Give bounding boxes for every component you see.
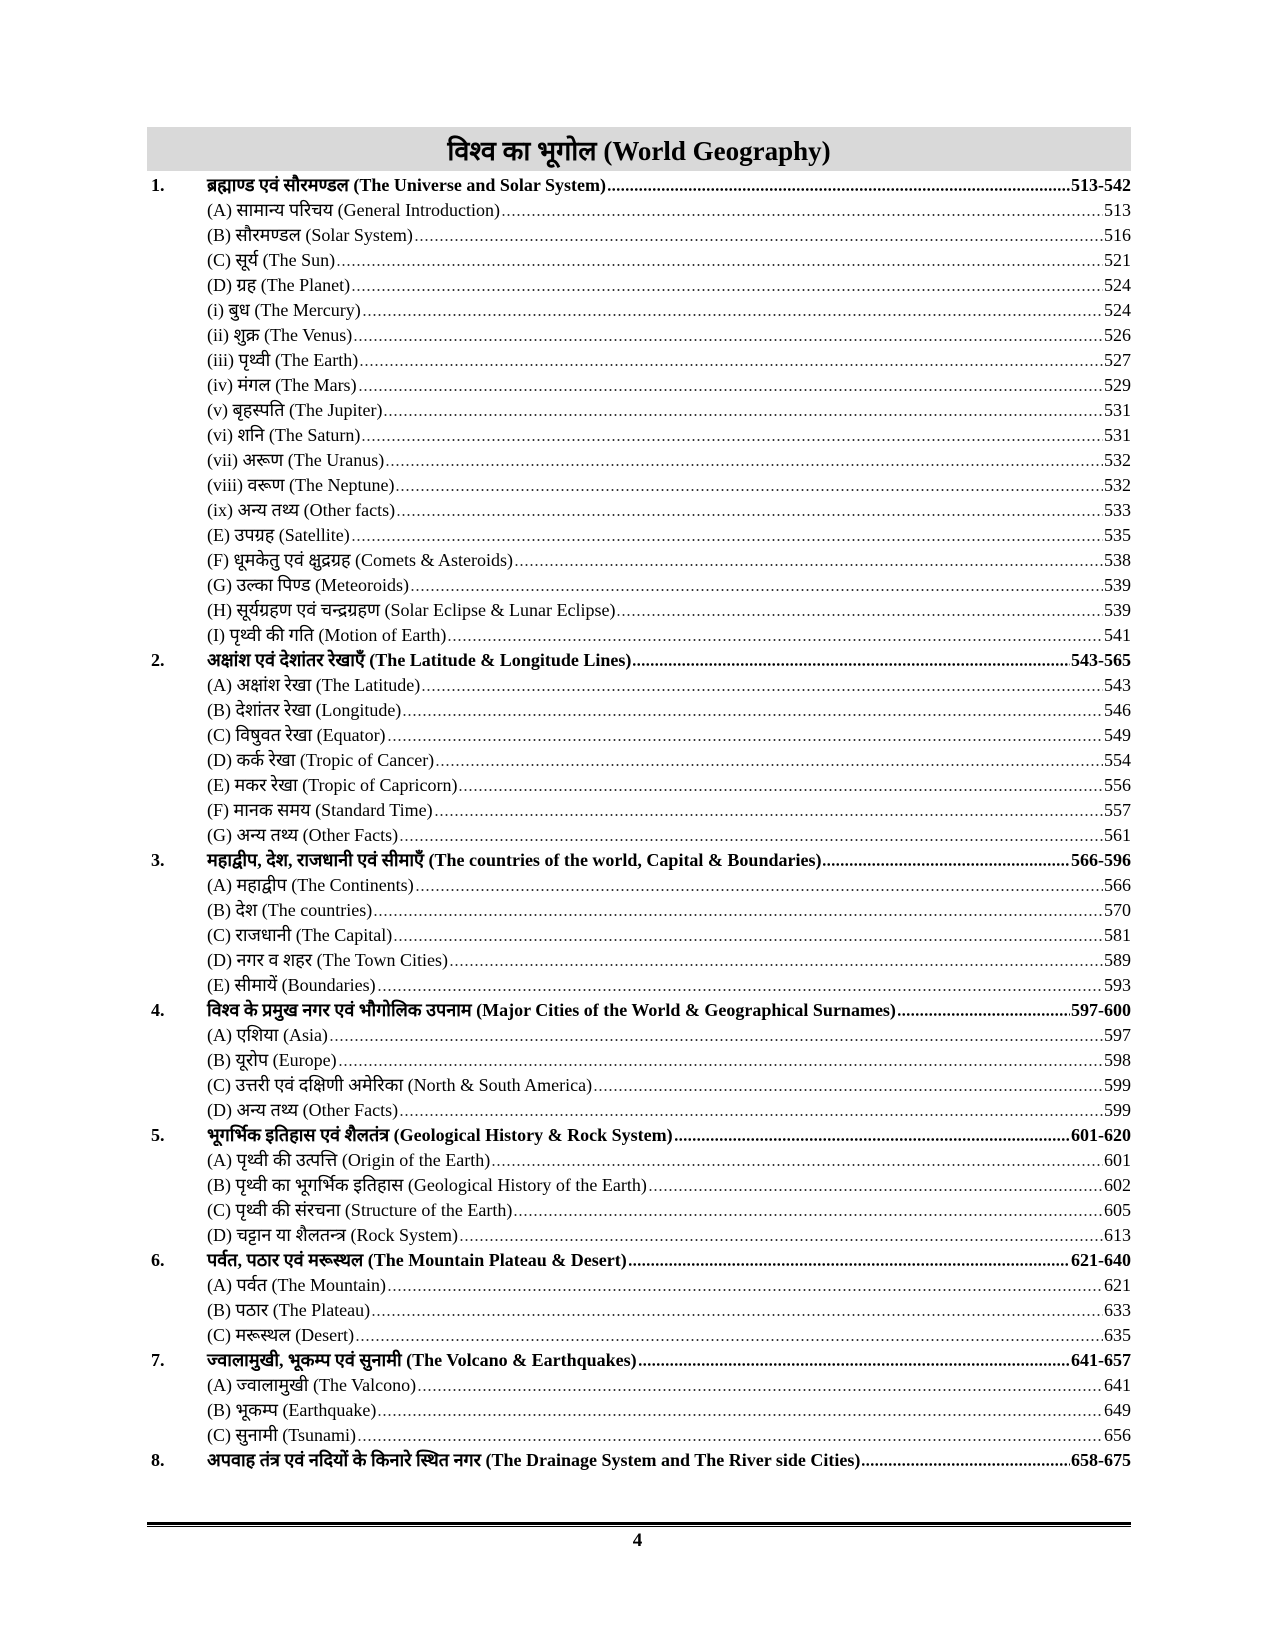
toc-entry-title: पर्वत, पठार एवं मरूस्थल (The Mountain Plateau & Desert) (207, 1250, 627, 1270)
dot-leader (616, 599, 1103, 621)
toc-entry-title: (iii) पृथ्वी (The Earth) (207, 350, 359, 370)
toc-page-number: 524 (1104, 275, 1131, 295)
toc-page-number: 641-657 (1071, 1350, 1131, 1370)
toc-section-row[interactable] (147, 1396, 1131, 1421)
toc-section-row[interactable] (147, 746, 1131, 771)
toc-entry-title: (A) ज्वालामुखी (The Valcono) (207, 1375, 417, 1395)
toc-page-number: 566 (1104, 875, 1131, 895)
toc-chapter-number: 4. (151, 1000, 165, 1020)
toc-section-row[interactable] (147, 246, 1131, 271)
toc-entry-title: (i) बुध (The Mercury) (207, 300, 361, 320)
dot-leader (459, 1224, 1103, 1246)
toc-entry-title: (F) मानक समय (Standard Time) (207, 800, 433, 820)
toc-section-row[interactable] (147, 1046, 1131, 1071)
page-title: विश्व का भूगोल (World Geography) (447, 135, 831, 166)
toc-section-row[interactable] (147, 671, 1131, 696)
toc-entry-title: अपवाह तंत्र एवं नदियों के किनारे स्थित नगर (The Drainage System and The River side Cities) (207, 1450, 861, 1470)
dot-leader (387, 724, 1103, 746)
toc-page-number: 593 (1104, 975, 1131, 995)
dot-leader (399, 1099, 1103, 1121)
dot-leader (355, 1324, 1103, 1346)
toc-section-row[interactable] (147, 546, 1131, 571)
toc-page-number: 613 (1104, 1225, 1131, 1245)
toc-page-number: 566-596 (1071, 850, 1131, 870)
toc-page-number: 589 (1104, 950, 1131, 970)
toc-entry-title: (B) यूरोप (Europe) (207, 1050, 337, 1070)
toc-page-number: 601 (1104, 1150, 1131, 1170)
toc-entry-title: (iv) मंगल (The Mars) (207, 375, 357, 395)
page-number: 4 (632, 1530, 643, 1551)
dot-leader (396, 499, 1103, 521)
toc-page-number: 561 (1104, 825, 1131, 845)
toc-section-row[interactable] (147, 721, 1131, 746)
toc-page-number: 539 (1104, 575, 1131, 595)
toc-page-number: 516 (1104, 225, 1131, 245)
toc-page-number: 513-542 (1071, 175, 1131, 195)
toc-section-row[interactable] (147, 196, 1131, 221)
toc-page-number: 513 (1104, 200, 1131, 220)
toc-section-row[interactable] (147, 321, 1131, 346)
toc-entry-title: (A) महाद्वीप (The Continents) (207, 875, 414, 895)
dot-leader (607, 174, 1070, 196)
toc-entry-title: (D) ग्रह (The Planet) (207, 275, 351, 295)
toc-page-number: 601-620 (1071, 1125, 1131, 1145)
toc-chapter-number: 2. (151, 650, 165, 670)
toc-entry-title: (B) देशांतर रेखा (Longitude) (207, 700, 402, 720)
toc-section-row[interactable] (147, 771, 1131, 796)
dot-leader (648, 1174, 1103, 1196)
toc-page-number: 581 (1104, 925, 1131, 945)
dot-leader (353, 324, 1103, 346)
toc-section-row[interactable] (147, 1321, 1131, 1346)
toc-page-number: 621 (1104, 1275, 1131, 1295)
toc-page-number: 531 (1104, 425, 1131, 445)
toc-section-row[interactable] (147, 1221, 1131, 1246)
toc-page-number: 633 (1104, 1300, 1131, 1320)
toc-entry-title: (H) सूर्यग्रहण एवं चन्द्रग्रहण (Solar Eclipse & Lunar Eclipse) (207, 600, 616, 620)
toc-entry-title: भूगर्भिक इतिहास एवं शैलतंत्र (Geological History & Rock System) (207, 1125, 673, 1145)
dot-leader (399, 824, 1103, 846)
dot-leader (377, 974, 1103, 996)
dot-leader (447, 624, 1103, 646)
toc-section-row[interactable] (147, 1371, 1131, 1396)
toc-section-row[interactable] (147, 921, 1131, 946)
toc-section-row[interactable] (147, 971, 1131, 996)
toc-entry-title: (F) धूमकेतु एवं क्षुद्रग्रह (Comets & Asteroids) (207, 550, 514, 570)
toc-chapter-row[interactable] (147, 1246, 1131, 1271)
toc-section-row[interactable] (147, 1071, 1131, 1096)
dot-leader (338, 1049, 1103, 1071)
dot-leader (351, 274, 1103, 296)
dot-leader (897, 999, 1070, 1021)
toc-page-number: 605 (1104, 1200, 1131, 1220)
toc-section-row[interactable] (147, 1296, 1131, 1321)
toc-entry-title: (A) अक्षांश रेखा (The Latitude) (207, 675, 421, 695)
toc-page-number: 549 (1104, 725, 1131, 745)
dot-leader (449, 949, 1103, 971)
toc-section-row[interactable] (147, 821, 1131, 846)
toc-entry-title: (ii) शुक्र (The Venus) (207, 325, 353, 345)
toc-entry-title: (D) नगर व शहर (The Town Cities) (207, 950, 449, 970)
toc-entry-title: (C) पृथ्वी की संरचना (Structure of the Earth) (207, 1200, 513, 1220)
dot-leader (393, 924, 1103, 946)
toc-page-number: 529 (1104, 375, 1131, 395)
dot-leader (414, 224, 1103, 246)
toc-chapter-row[interactable] (147, 171, 1131, 196)
table-of-contents (147, 171, 1131, 1471)
toc-entry-title: (B) देश (The countries) (207, 900, 373, 920)
toc-entry-title: (A) सामान्य परिचय (General Introduction) (207, 200, 501, 220)
toc-page-number: 538 (1104, 550, 1131, 570)
toc-section-row[interactable] (147, 596, 1131, 621)
toc-page (147, 127, 1131, 1471)
toc-chapter-number: 8. (151, 1450, 165, 1470)
toc-section-row[interactable] (147, 571, 1131, 596)
toc-page-number: 532 (1104, 475, 1131, 495)
toc-section-row[interactable] (147, 796, 1131, 821)
toc-page-number: 539 (1104, 600, 1131, 620)
dot-leader (359, 349, 1103, 371)
toc-page-number: 597-600 (1071, 1000, 1131, 1020)
toc-section-row[interactable] (147, 496, 1131, 521)
toc-page-number: 599 (1104, 1075, 1131, 1095)
toc-page-number: 598 (1104, 1050, 1131, 1070)
toc-page-number: 543 (1104, 675, 1131, 695)
toc-page-number: 546 (1104, 700, 1131, 720)
toc-entry-title: अक्षांश एवं देशांतर रेखाएँ (The Latitude & Longitude Lines) (207, 650, 632, 670)
dot-leader (435, 749, 1103, 771)
dot-leader (336, 249, 1103, 271)
toc-section-row[interactable] (147, 521, 1131, 546)
toc-page-number: 554 (1104, 750, 1131, 770)
toc-chapter-row[interactable] (147, 996, 1131, 1021)
toc-entry-title: (B) पठार (The Plateau) (207, 1300, 371, 1320)
dot-leader (822, 849, 1070, 871)
toc-section-row[interactable] (147, 471, 1131, 496)
dot-leader (358, 374, 1103, 396)
dot-leader (371, 1299, 1103, 1321)
toc-chapter-row[interactable] (147, 846, 1131, 871)
toc-page-number: 602 (1104, 1175, 1131, 1195)
dot-leader (628, 1249, 1070, 1271)
toc-section-row[interactable] (147, 1096, 1131, 1121)
dot-leader (861, 1449, 1070, 1471)
toc-section-row[interactable] (147, 446, 1131, 471)
toc-entry-title: विश्व के प्रमुख नगर एवं भौगोलिक उपनाम (Major Cities of the World & Geographical Surnames) (207, 1000, 896, 1020)
toc-entry-title: (v) बृहस्पति (The Jupiter) (207, 400, 383, 420)
toc-page-number: 649 (1104, 1400, 1131, 1420)
toc-entry-title: (A) पर्वत (The Mountain) (207, 1275, 386, 1295)
toc-section-row[interactable] (147, 346, 1131, 371)
toc-entry-title: (E) सीमायें (Boundaries) (207, 975, 376, 995)
toc-entry-title: (C) सूर्य (The Sun) (207, 250, 336, 270)
toc-entry-title: (B) पृथ्वी का भूगर्भिक इतिहास (Geological History of the Earth) (207, 1175, 647, 1195)
toc-entry-title: (C) सुनामी (Tsunami) (207, 1425, 356, 1445)
toc-entry-title: (A) एशिया (Asia) (207, 1025, 328, 1045)
toc-chapter-row[interactable] (147, 1346, 1131, 1371)
toc-chapter-number: 1. (151, 175, 165, 195)
toc-section-row[interactable] (147, 1171, 1131, 1196)
toc-section-row[interactable] (147, 1271, 1131, 1296)
toc-page-number: 570 (1104, 900, 1131, 920)
toc-page-number: 521 (1104, 250, 1131, 270)
toc-entry-title: (A) पृथ्वी की उत्पत्ति (Origin of the Earth) (207, 1150, 491, 1170)
toc-entry-title: (vii) अरूण (The Uranus) (207, 450, 385, 470)
toc-page-number: 526 (1104, 325, 1131, 345)
toc-page-number: 557 (1104, 800, 1131, 820)
toc-section-row[interactable] (147, 396, 1131, 421)
toc-entry-title: (B) भूकम्प (Earthquake) (207, 1400, 377, 1420)
dot-leader (362, 299, 1103, 321)
toc-section-row[interactable] (147, 1421, 1131, 1446)
toc-entry-title: (E) मकर रेखा (Tropic of Capricorn) (207, 775, 458, 795)
dot-leader (638, 1349, 1070, 1371)
toc-entry-title: (viii) वरूण (The Neptune) (207, 475, 395, 495)
dot-leader (415, 874, 1103, 896)
toc-entry-title: (C) मरूस्थल (Desert) (207, 1325, 355, 1345)
toc-page-number: 658-675 (1071, 1450, 1131, 1470)
dot-leader (674, 1124, 1070, 1146)
toc-chapter-row[interactable] (147, 1121, 1131, 1146)
toc-page-number: 535 (1104, 525, 1131, 545)
dot-leader (514, 549, 1103, 571)
dot-leader (593, 1074, 1103, 1096)
toc-page-number: 532 (1104, 450, 1131, 470)
toc-section-row[interactable] (147, 271, 1131, 296)
toc-chapter-row[interactable] (147, 1446, 1131, 1471)
toc-section-row[interactable] (147, 421, 1131, 446)
toc-section-row[interactable] (147, 871, 1131, 896)
toc-page-number: 543-565 (1071, 650, 1131, 670)
toc-section-row[interactable] (147, 221, 1131, 246)
toc-entry-title: ब्रह्माण्ड एवं सौरमण्डल (The Universe and Solar System) (207, 175, 607, 195)
toc-page-number: 524 (1104, 300, 1131, 320)
toc-chapter-number: 6. (151, 1250, 165, 1270)
toc-entry-title: (D) कर्क रेखा (Tropic of Cancer) (207, 750, 435, 770)
toc-entry-title: (ix) अन्य तथ्य (Other facts) (207, 500, 396, 520)
toc-entry-title: (B) सौरमण्डल (Solar System) (207, 225, 413, 245)
toc-chapter-number: 3. (151, 850, 165, 870)
title-band (147, 127, 1131, 171)
toc-section-row[interactable] (147, 621, 1131, 646)
dot-leader (329, 1024, 1103, 1046)
toc-section-row[interactable] (147, 696, 1131, 721)
dot-leader (417, 1374, 1103, 1396)
toc-entry-title: (C) उत्तरी एवं दक्षिणी अमेरिका (North & South America) (207, 1075, 593, 1095)
toc-section-row[interactable] (147, 371, 1131, 396)
dot-leader (491, 1149, 1103, 1171)
toc-page-number: 599 (1104, 1100, 1131, 1120)
toc-chapter-number: 5. (151, 1125, 165, 1145)
dot-leader (458, 774, 1103, 796)
dot-leader (632, 649, 1070, 671)
dot-leader (373, 899, 1103, 921)
toc-page-number: 621-640 (1071, 1250, 1131, 1270)
toc-entry-title: (G) अन्य तथ्य (Other Facts) (207, 825, 399, 845)
toc-page-number: 527 (1104, 350, 1131, 370)
toc-chapter-number: 7. (151, 1350, 165, 1370)
toc-entry-title: (C) राजधानी (The Capital) (207, 925, 393, 945)
toc-entry-title: ज्वालामुखी, भूकम्प एवं सुनामी (The Volcano & Earthquakes) (207, 1350, 637, 1370)
toc-page-number: 533 (1104, 500, 1131, 520)
toc-entry-title: (vi) शनि (The Saturn) (207, 425, 361, 445)
dot-leader (410, 574, 1103, 596)
toc-section-row[interactable] (147, 1146, 1131, 1171)
toc-section-row[interactable] (147, 896, 1131, 921)
toc-entry-title: (G) उल्का पिण्ड (Meteoroids) (207, 575, 409, 595)
bottom-rule-thin (147, 1526, 1131, 1527)
dot-leader (434, 799, 1103, 821)
dot-leader (357, 1424, 1103, 1446)
bottom-rule (147, 1522, 1131, 1525)
toc-section-row[interactable] (147, 1021, 1131, 1046)
toc-page-number: 556 (1104, 775, 1131, 795)
dot-leader (387, 1274, 1103, 1296)
toc-entry-title: (E) उपग्रह (Satellite) (207, 525, 350, 545)
toc-page-number: 641 (1104, 1375, 1131, 1395)
toc-entry-title: महाद्वीप, देश, राजधानी एवं सीमाएँ (The countries of the world, Capital & Boundaries) (207, 850, 822, 870)
toc-page-number: 531 (1104, 400, 1131, 420)
dot-leader (421, 674, 1103, 696)
toc-page-number: 541 (1104, 625, 1131, 645)
dot-leader (395, 474, 1103, 496)
toc-entry-title: (I) पृथ्वी की गति (Motion of Earth) (207, 625, 447, 645)
toc-chapter-row[interactable] (147, 646, 1131, 671)
dot-leader (513, 1199, 1103, 1221)
dot-leader (351, 524, 1103, 546)
toc-entry-title: (D) चट्टान या शैलतन्त्र (Rock System) (207, 1225, 458, 1245)
toc-page-number: 635 (1104, 1325, 1131, 1345)
dot-leader (383, 399, 1103, 421)
dot-leader (501, 199, 1103, 221)
toc-section-row[interactable] (147, 1196, 1131, 1221)
toc-section-row[interactable] (147, 296, 1131, 321)
dot-leader (361, 424, 1103, 446)
dot-leader (402, 699, 1103, 721)
toc-page-number: 597 (1104, 1025, 1131, 1045)
toc-entry-title: (C) विषुवत रेखा (Equator) (207, 725, 386, 745)
dot-leader (377, 1399, 1103, 1421)
toc-entry-title: (D) अन्य तथ्य (Other Facts) (207, 1100, 399, 1120)
toc-section-row[interactable] (147, 946, 1131, 971)
toc-page-number: 656 (1104, 1425, 1131, 1445)
dot-leader (385, 449, 1103, 471)
